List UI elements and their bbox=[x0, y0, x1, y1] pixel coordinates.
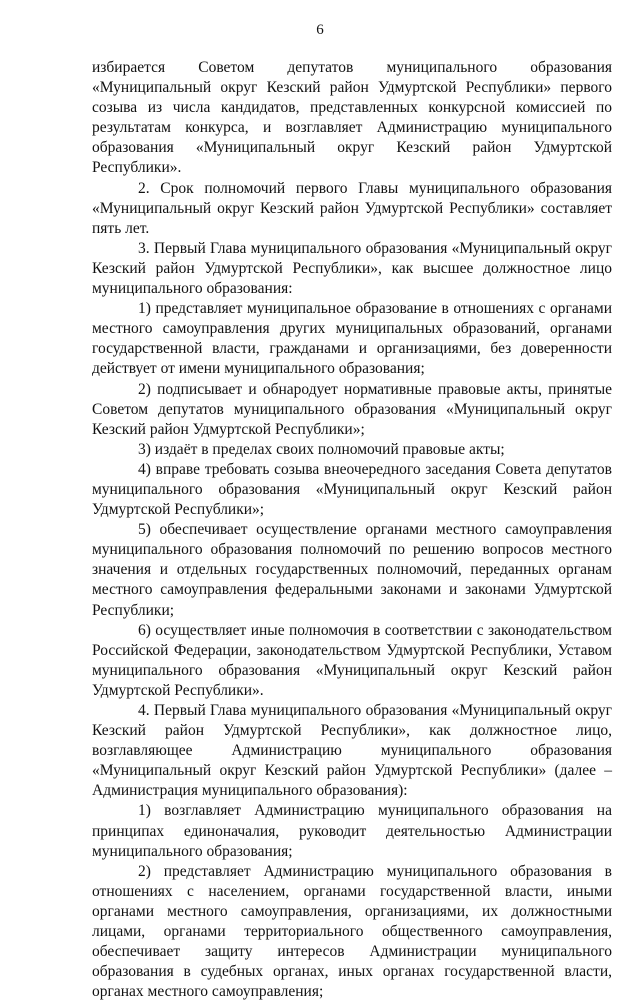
paragraph-continuation: избирается Советом депутатов муниципального образования «Муниципальный округ Кезский район Удмуртской Республики» первого созыва из числа кандидатов, представленных конкурсной комиссией по результатам конкурса, и возглавляет Администрацию муниципального образования «Муниципальный округ Кезский район Удмуртской Республики». bbox=[92, 59, 612, 177]
list-item-ensures-powers: 5) обеспечивает осуществление органами местного самоуправления муниципального образования полномочий по решению вопросов местного значения и отдельных государственных полномочий, переданных органам местного самоуправления федеральными законами и законами Удмуртской Республики; bbox=[92, 521, 612, 619]
list-item-leads-administration: 1) возглавляет Администрацию муниципального образования на принципах единоначалия, руководит деятельностью Администрации муниципального образования; bbox=[92, 802, 612, 860]
list-item-represents: 1) представляет муниципальное образование в отношениях с органами местного самоуправления других муниципальных образований, органами государственной власти, гражданами и организациями, без доверенности действует от имени муниципального образования; bbox=[92, 300, 612, 378]
page-number: 6 bbox=[316, 22, 324, 38]
list-item-other-powers: 6) осуществляет иные полномочия в соответствии с законодательством Российской Федерации, законодательством Удмуртской Республики, Уставом муниципального образования «Муниципальный округ Кезский район Удмуртской Республики». bbox=[92, 621, 612, 699]
list-item-represents-administration: 2) представляет Администрацию муниципального образования в отношениях с населением, органами государственной власти, иными органами местного самоуправления, организациями, их должностными лицами, органами территориального общественного самоуправления, обеспечивает защиту интересов Администрации муниципального образования в судебных органах, иных органах государственной власти, органах местного самоуправления; bbox=[92, 862, 612, 1001]
list-item-signs-acts: 2) подписывает и обнародует нормативные правовые акты, принятые Советом депутатов муниципального образования «Муниципальный округ Кезский район Удмуртской Республики»; bbox=[92, 380, 612, 438]
paragraph-term-of-office: 2. Срок полномочий первого Главы муниципального образования «Муниципальный округ Кезский район Удмуртской Республики» составляет пять лет. bbox=[92, 179, 612, 237]
list-item-issues-acts: 3) издаёт в пределах своих полномочий правовые акты; bbox=[138, 440, 505, 458]
paragraph-head-of-administration: 4. Первый Глава муниципального образования «Муниципальный округ Кезский район Удмуртской Республики», как должностное лицо, возглавляющее Администрацию муниципального образования «Муниципальный округ Кезский район Удмуртской Республики» (далее – Администрация муниципального образования): bbox=[92, 702, 612, 800]
paragraph-head-as-highest-official: 3. Первый Глава муниципального образования «Муниципальный округ Кезский район Удмуртской Республики», как высшее должностное лицо муниципального образования: bbox=[92, 239, 612, 298]
document-body bbox=[92, 58, 612, 1002]
list-item-convene-session: 4) вправе требовать созыва внеочередного заседания Совета депутатов муниципального образования «Муниципальный округ Кезский район Удмуртской Республики»; bbox=[92, 460, 612, 519]
